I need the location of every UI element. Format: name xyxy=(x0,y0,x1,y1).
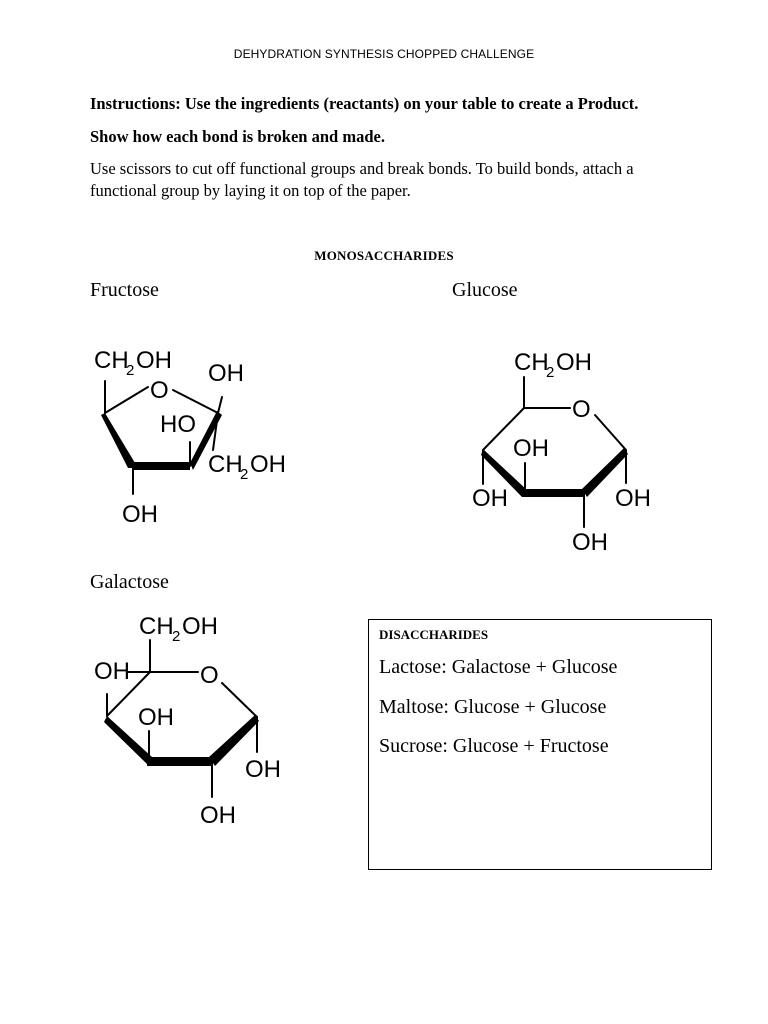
glucose-oh-bottom: OH xyxy=(572,529,608,556)
monosaccharides-heading: MONOSACCHARIDES xyxy=(314,248,454,263)
fructose-oh-top-right: OH xyxy=(208,360,244,387)
galactose-label: Galactose xyxy=(90,571,169,593)
instructions-paragraph-line-2: functional group by laying it on top of the paper. xyxy=(90,181,411,200)
fructose-ring-oxygen: O xyxy=(150,377,169,404)
disaccharide-lactose: Lactose: Galactose + Glucose xyxy=(379,656,618,678)
document-title: DEHYDRATION SYNTHESIS CHOPPED CHALLENGE xyxy=(233,47,535,61)
disaccharides-heading: DISACCHARIDES xyxy=(379,627,489,642)
galactose-oh-bottom: OH xyxy=(200,802,236,829)
galactose-oh-right: OH xyxy=(245,756,281,783)
fructose-ch2oh-top: CH xyxy=(94,347,129,374)
glucose-oh-left: OH xyxy=(472,485,508,512)
instructions-line-1: Instructions: Use the ingredients (reactants) on your table to create a Product. xyxy=(90,94,639,113)
glucose-ring-oxygen: O xyxy=(572,396,591,423)
galactose-oh-top-left: OH xyxy=(94,658,130,685)
galactose-ch2oh-oh: OH xyxy=(182,613,218,640)
disaccharides-box xyxy=(368,619,712,870)
galactose-oh-inner: OH xyxy=(138,704,174,731)
instructions-paragraph-line-1: Use scissors to cut off functional groups and break bonds. To build bonds, attach a xyxy=(90,159,634,178)
glucose-oh-right: OH xyxy=(615,485,651,512)
fructose-ch2oh-top-subscript: 2 xyxy=(126,362,135,379)
glucose-oh-inner: OH xyxy=(513,435,549,462)
galactose-ch2oh-subscript: 2 xyxy=(172,628,181,645)
disaccharide-maltose: Maltose: Glucose + Glucose xyxy=(379,696,607,718)
fructose-ch2oh-top-oh: OH xyxy=(136,347,172,374)
glucose-ch2oh-subscript: 2 xyxy=(546,364,555,381)
galactose-ch2oh: CH xyxy=(139,613,174,640)
fructose-ho-inner: HO xyxy=(160,411,196,438)
galactose-ring-oxygen: O xyxy=(200,662,219,689)
disaccharide-sucrose: Sucrose: Glucose + Fructose xyxy=(379,735,609,757)
instructions-line-2: Show how each bond is broken and made. xyxy=(90,127,385,146)
fructose-label: Fructose xyxy=(90,279,159,301)
fructose-oh-bottom: OH xyxy=(122,501,158,528)
glucose-ch2oh: CH xyxy=(514,349,549,376)
fructose-ch2oh-right-oh: OH xyxy=(250,451,286,478)
fructose-ch2oh-right: CH xyxy=(208,451,243,478)
fructose-ch2oh-right-subscript: 2 xyxy=(240,466,249,483)
glucose-label: Glucose xyxy=(452,279,518,301)
glucose-ch2oh-oh: OH xyxy=(556,349,592,376)
